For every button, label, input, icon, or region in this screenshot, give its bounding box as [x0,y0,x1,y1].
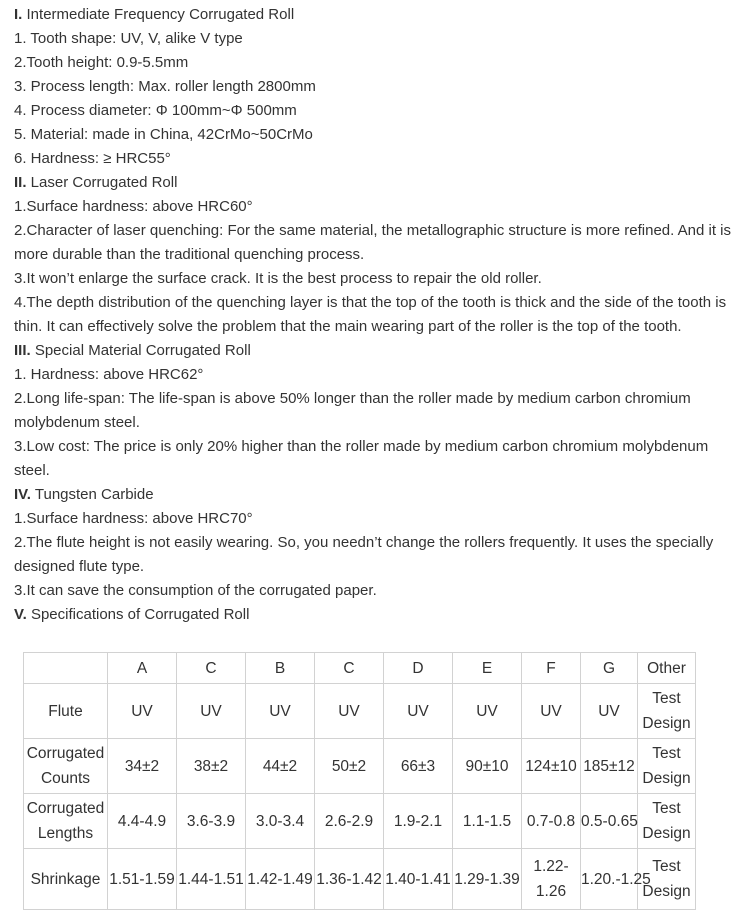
header-cell: B [246,653,315,684]
table-cell: UV [108,684,177,739]
section-numeral: III. [14,342,31,359]
header-cell [24,653,108,684]
section-heading-4 [14,483,744,507]
list-item: 3.It can save the consumption of the corrugated paper. [14,582,377,599]
section-title: Intermediate Frequency Corrugated Roll [22,6,295,23]
list-item: 3.Low cost: The price is only 20% higher than the roller made by medium carbon chromium molybdenum steel. [14,438,709,479]
header-cell: D [384,653,453,684]
table-row [24,739,696,794]
table-row [24,849,696,910]
table-cell: 1.22-1.26 [522,849,581,910]
section-heading-2 [14,171,744,195]
row-label-cell: Corrugated Lengths [24,794,108,849]
list-item: 1. Hardness: above HRC62° [14,366,204,383]
table-cell: 66±3 [384,739,453,794]
table-cell: Test Design [638,794,696,849]
row-label-cell: Shrinkage [24,849,108,910]
section-numeral: II. [14,174,27,191]
table-cell: 44±2 [246,739,315,794]
table-cell: 0.7-0.8 [522,794,581,849]
table-cell: Test Design [638,849,696,910]
table-cell: UV [384,684,453,739]
header-cell: E [453,653,522,684]
header-cell: C [315,653,384,684]
table-cell: 0.5-0.65 [581,794,638,849]
table-cell: 1.44-1.51 [177,849,246,910]
table-cell: 50±2 [315,739,384,794]
section-title: Specifications of Corrugated Roll [26,606,250,623]
table-cell: 1.40-1.41 [384,849,453,910]
table-cell: UV [177,684,246,739]
list-item: 5. Material: made in China, 42CrMo~50CrMo [14,126,313,143]
table-cell: 1.29-1.39 [453,849,522,910]
table-cell: UV [581,684,638,739]
section-heading-1 [14,3,744,27]
section-numeral: V. [14,606,27,623]
specifications-table [23,652,696,910]
table-cell: 1.36-1.42 [315,849,384,910]
header-cell: A [108,653,177,684]
table-cell: 185±12 [581,739,638,794]
table-cell: 124±10 [522,739,581,794]
row-label-cell: Corrugated Counts [24,739,108,794]
table-cell: 1.20.-1.25 [581,849,638,910]
list-item: 2.The flute height is not easily wearing. So, you needn’t change the rollers frequently. It uses the specially designed flute type. [14,534,714,575]
list-item: 2.Character of laser quenching: For the same material, the metallographic structure is more refined. And it is more durable than the traditional quenching process. [14,222,732,263]
table-row [24,684,696,739]
list-item: 6. Hardness: ≥ HRC55° [14,150,171,167]
list-item: 2.Long life-span: The life-span is above 50% longer than the roller made by medium carbon chromium molybdenum steel. [14,390,691,431]
section-title: Tungsten Carbide [30,486,154,503]
table-cell: 3.6-3.9 [177,794,246,849]
header-cell: C [177,653,246,684]
header-cell: Other [638,653,696,684]
section-title: Special Material Corrugated Roll [30,342,251,359]
table-cell: 90±10 [453,739,522,794]
table-row [24,794,696,849]
table-cell: Test Design [638,739,696,794]
table-cell: 1.9-2.1 [384,794,453,849]
table-cell: 2.6-2.9 [315,794,384,849]
list-item: 4.The depth distribution of the quenching layer is that the top of the tooth is thick and the side of the tooth is thin. It can effectively solve the problem that the main wearing part of the roller is the top of the tooth. [14,294,727,335]
table-cell: 1.42-1.49 [246,849,315,910]
table-cell: UV [522,684,581,739]
row-label-cell: Flute [24,684,108,739]
list-item: 2.Tooth height: 0.9-5.5mm [14,54,189,71]
table-header-row [24,653,696,684]
header-cell: G [581,653,638,684]
list-item: 1. Tooth shape: UV, V, alike V type [14,30,243,47]
table-cell: 3.0-3.4 [246,794,315,849]
table-cell: UV [315,684,384,739]
section-numeral: I. [14,6,23,23]
list-item: 3. Process length: Max. roller length 2800mm [14,78,316,95]
spec-document [14,3,744,627]
section-heading-5 [14,603,744,627]
section-heading-3 [14,339,744,363]
table-cell: 34±2 [108,739,177,794]
table-cell: UV [453,684,522,739]
list-item: 4. Process diameter: Φ 100mm~Φ 500mm [14,102,297,119]
table-cell: UV [246,684,315,739]
table-cell: 1.51-1.59 [108,849,177,910]
table-cell: 4.4-4.9 [108,794,177,849]
section-numeral: IV. [14,486,31,503]
list-item: 1.Surface hardness: above HRC60° [14,198,253,215]
table-cell: 1.1-1.5 [453,794,522,849]
table-cell: Test Design [638,684,696,739]
section-title: Laser Corrugated Roll [26,174,178,191]
list-item: 1.Surface hardness: above HRC70° [14,510,253,527]
header-cell: F [522,653,581,684]
table-cell: 38±2 [177,739,246,794]
list-item: 3.It won’t enlarge the surface crack. It is the best process to repair the old roller. [14,270,542,287]
